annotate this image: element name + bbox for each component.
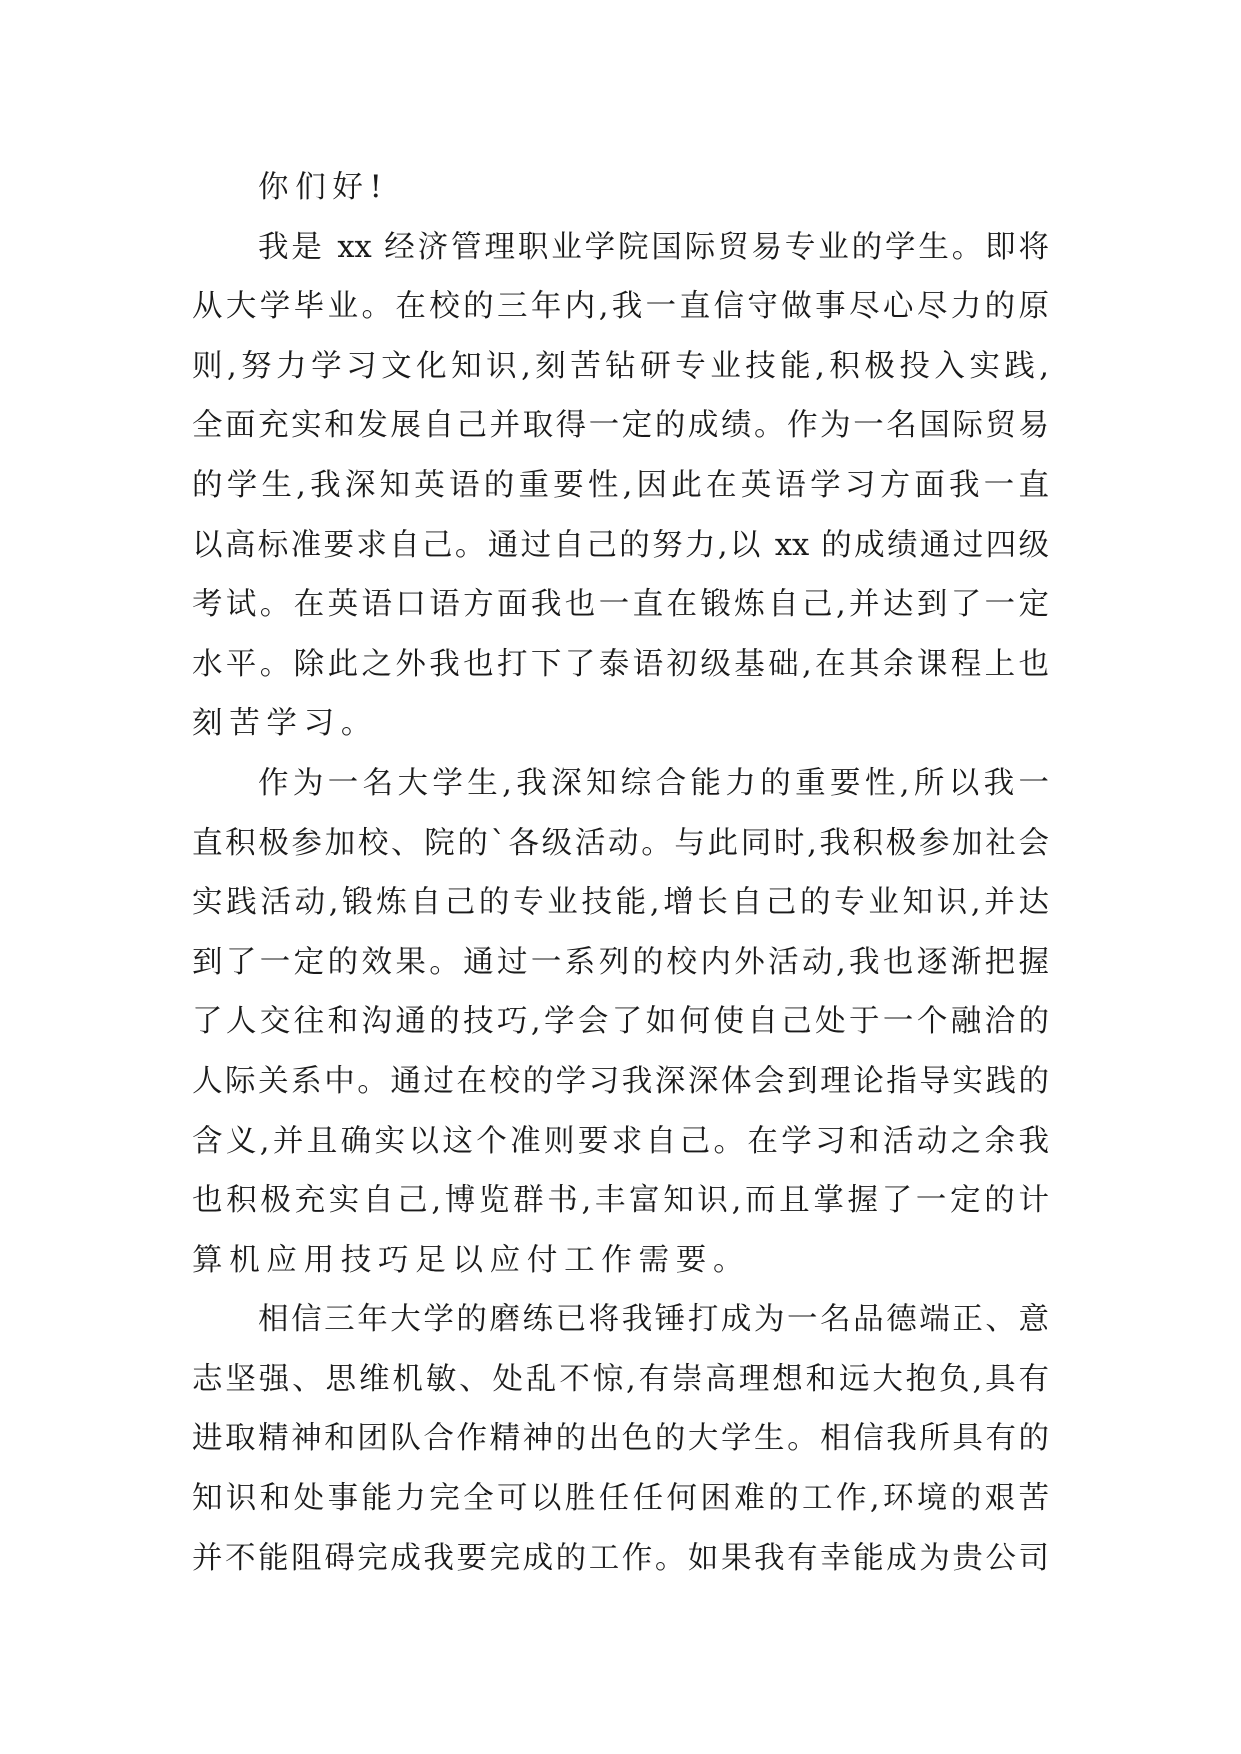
paragraph-2-line: 算机应用技巧足以应付工作需要。 bbox=[192, 1242, 751, 1278]
paragraph-2-line: 直积极参加校、院的`各级活动。与此同时,我积极参加社会 bbox=[192, 825, 1049, 861]
paragraph-2-line: 了人交往和沟通的技巧,学会了如何使自己处于一个融洽的 bbox=[192, 1004, 1049, 1040]
paragraph-2-line: 也积极充实自己,博览群书,丰富知识,而且掌握了一定的计 bbox=[192, 1183, 1049, 1219]
paragraph-3-line: 志坚强、思维机敏、处乱不惊,有崇高理想和远大抱负,具有 bbox=[192, 1361, 1049, 1397]
paragraph-2-line: 实践活动,锻炼自己的专业技能,增长自己的专业知识,并达 bbox=[192, 885, 1049, 921]
paragraph-3-line: 知识和处事能力完全可以胜任任何困难的工作,环境的艰苦 bbox=[192, 1481, 1049, 1517]
paragraph-2-line: 含义,并且确实以这个准则要求自己。在学习和活动之余我 bbox=[192, 1123, 1049, 1159]
paragraph-1-line: 则,努力学习文化知识,刻苦钻研专业技能,积极投入实践, bbox=[192, 348, 1049, 384]
paragraph-1-line: 刻苦学习。 bbox=[192, 706, 379, 742]
paragraph-1-line: 水平。除此之外我也打下了泰语初级基础,在其余课程上也 bbox=[192, 646, 1049, 682]
paragraph-2-line: 到了一定的效果。通过一系列的校内外活动,我也逐渐把握 bbox=[192, 944, 1049, 980]
paragraph-3-line: 并不能阻碍完成我要完成的工作。如果我有幸能成为贵公司 bbox=[192, 1540, 1049, 1576]
paragraph-3-line: 进取精神和团队合作精神的出色的大学生。相信我所具有的 bbox=[192, 1421, 1049, 1457]
letter-body bbox=[192, 158, 1049, 1588]
paragraph-1-line: 的学生,我深知英语的重要性,因此在英语学习方面我一直 bbox=[192, 467, 1049, 503]
greeting-line: 你们好! bbox=[258, 170, 389, 205]
paragraph-1-line: 考试。在英语口语方面我也一直在锻炼自己,并达到了一定 bbox=[192, 587, 1049, 623]
paragraph-1-line: 全面充实和发展自己并取得一定的成绩。作为一名国际贸易 bbox=[192, 408, 1049, 444]
paragraph-1-line: 从大学毕业。在校的三年内,我一直信守做事尽心尽力的原 bbox=[192, 289, 1049, 325]
paragraph-2-line: 作为一名大学生,我深知综合能力的重要性,所以我一 bbox=[258, 765, 1049, 801]
paragraph-1-line: 我是 xx 经济管理职业学院国际贸易专业的学生。即将 bbox=[258, 229, 1049, 265]
paragraph-2-line: 人际关系中。通过在校的学习我深深体会到理论指导实践的 bbox=[192, 1063, 1049, 1099]
paragraph-1-line: 以高标准要求自己。通过自己的努力,以 xx 的成绩通过四级 bbox=[192, 527, 1049, 563]
paragraph-3-line: 相信三年大学的磨练已将我锤打成为一名品德端正、意 bbox=[258, 1302, 1049, 1338]
